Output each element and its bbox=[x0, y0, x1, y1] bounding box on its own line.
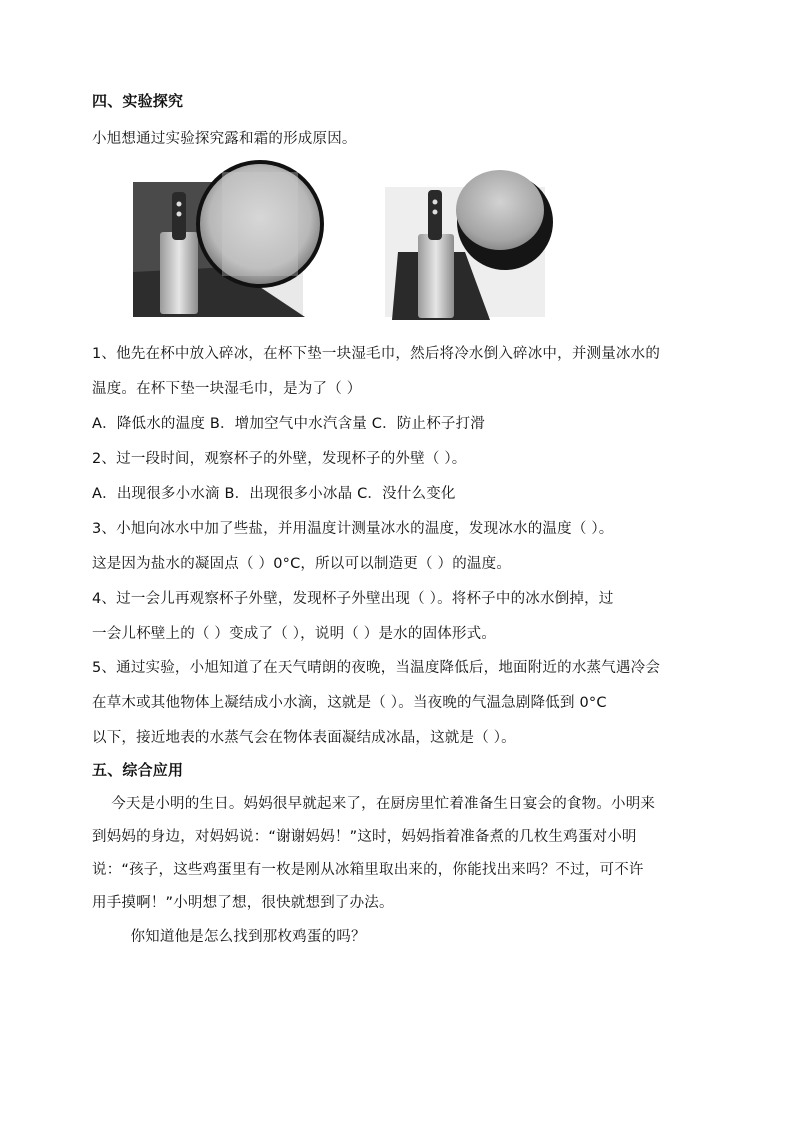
q5-line3: 以下，接近地表的水蒸气会在物体表面凝结成冰晶，这就是（ ）。 bbox=[92, 730, 516, 746]
cup-with-frost-photo bbox=[385, 170, 553, 320]
section4-intro: 小旭想通过实验探究露和霜的形成原因。 bbox=[92, 131, 357, 147]
q5-line1: 5、通过实验，小旭知道了在天气晴朗的夜晚，当温度降低后，地面附近的水蒸气遇冷会 bbox=[92, 660, 661, 676]
q1-options: A．降低水的温度 B．增加空气中水汽含量 C．防止杯子打滑 bbox=[92, 416, 486, 432]
section4-heading: 四、实验探究 bbox=[92, 92, 184, 110]
q1-line1: 1、他先在杯中放入碎冰，在杯下垫一块湿毛巾，然后将冷水倒入碎冰中，并测量冰水的 bbox=[92, 346, 661, 362]
q1-line2: 温度。在杯下垫一块湿毛巾，是为了（ ） bbox=[92, 381, 362, 397]
q4-line2: 一会儿杯壁上的（ ）变成了（ ），说明（ ）是水的固体形式。 bbox=[92, 626, 497, 642]
q4-line1: 4、过一会儿再观察杯子外壁，发现杯子外壁出现（ ）。将杯子中的冰水倒掉，过 bbox=[92, 591, 614, 607]
section5-paragraph-line2: 到妈妈的身边，对妈妈说：“谢谢妈妈！”这时，妈妈指着准备煮的几枚生鸡蛋对小明 bbox=[92, 829, 637, 845]
section5-paragraph-line3: 说：“孩子，这些鸡蛋里有一枚是刚从冰箱里取出来的，你能找出来吗？不过，可不许 bbox=[92, 862, 644, 878]
q2-line1: 2、过一段时间，观察杯子的外壁，发现杯子的外壁（ ）。 bbox=[92, 451, 467, 467]
cup-with-dew-photo bbox=[133, 160, 324, 317]
experiment-photos bbox=[130, 152, 610, 322]
q5-line2: 在草木或其他物体上凝结成小水滴，这就是（ ）。当夜晚的气温急剧降低到 0°C bbox=[92, 695, 607, 711]
section5-paragraph-line1: 今天是小明的生日。妈妈很早就起来了，在厨房里忙着准备生日宴会的食物。小明来 bbox=[92, 796, 656, 812]
q2-options: A．出现很多小水滴 B．出现很多小冰晶 C．没什么变化 bbox=[92, 486, 456, 502]
section5-heading: 五、综合应用 bbox=[92, 761, 184, 779]
q3-line2: 这是因为盐水的凝固点（ ）0°C，所以可以制造更（ ）的温度。 bbox=[92, 556, 512, 572]
q3-line1: 3、小旭向冰水中加了些盐，并用温度计测量冰水的温度，发现冰水的温度（ ）。 bbox=[92, 521, 614, 537]
section5-paragraph-line4: 用手摸啊！”小明想了想，很快就想到了办法。 bbox=[92, 895, 394, 911]
section5-question: 你知道他是怎么找到那枚鸡蛋的吗？ bbox=[92, 929, 366, 945]
